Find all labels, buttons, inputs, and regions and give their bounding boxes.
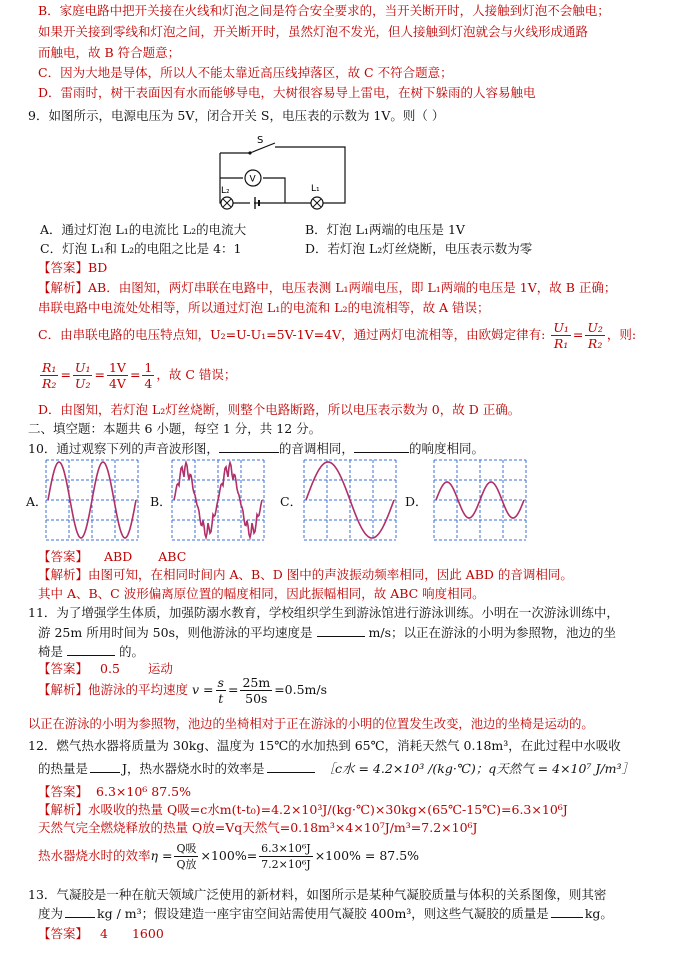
prev-option-b-line1: B．家庭电路中把开关接在火线和灯泡之间是符合安全要求的，当开关断开时，人接触到灯泡不会触电； — [38, 3, 610, 18]
fraction: $\frac{\text{U₂}}{\text{R₂}}$ — [587, 320, 603, 351]
switch-label: S — [257, 135, 264, 146]
q12-blank-2 — [267, 772, 315, 773]
q11-stem-1: 11．为了增强学生体质，加强防溺水教育，学校组织学生到游泳馆进行游泳训练。小明在一次游泳训练中， — [28, 605, 619, 620]
prev-option-c: C．因为大地是导体，所以人不能太靠近高压线掉落区，故 C 不符合题意； — [38, 65, 453, 80]
q9-explanation-2: 串联电路中电流处处相等，所以通过灯泡 L₁的电流和 L₂的电流相等，故 A 错误； — [38, 300, 490, 315]
q10-label-a: A． — [26, 494, 48, 509]
q10-explanation-2: 其中 A、B、C 波形偏离原位置的幅度相同，因此振幅相同，故 ABC 响度相同。 — [38, 586, 485, 601]
q9-option-a: A．通过灯泡 L₁的电流比 L₂的电流大 — [40, 222, 247, 237]
prev-option-b-line2: 如果开关接到零线和灯泡之间，开关断开时，虽然灯泡不发光，但人接触到灯泡就会与火线形成通路 — [38, 24, 589, 39]
q11-blank-2 — [67, 655, 115, 656]
fraction: $\frac{\text{U₁}}{\text{R₁}}$ — [553, 320, 569, 351]
prev-option-d: D．雷雨时，树干表面因有水而能够导电，大树很容易导上雷电，在树下躲雨的人容易触电 — [38, 85, 536, 100]
q11-explanation: 【解析】他游泳的平均速度 v = $\frac{s}{t}$ = $\frac{25m}{50s}$ =0.5m/s — [38, 675, 328, 706]
q10-stem: 10．通过观察下列的声音波形图， 的音调相同， 的响度相同。 — [28, 441, 484, 456]
q10-blank-1 — [219, 452, 279, 453]
q10-waveform-c — [302, 458, 398, 542]
q9-option-b: B．灯泡 L₁两端的电压是 1V — [305, 222, 465, 237]
q10-answer: 【答案】 ABD ABC — [38, 549, 187, 564]
q11-answer: 【答案】 0.5 运动 — [38, 661, 173, 676]
q13-blank-2 — [551, 917, 583, 918]
q9-option-d: D．若灯泡 L₂灯丝烧断，电压表示数为零 — [305, 241, 533, 256]
q12-blank-1 — [90, 772, 120, 773]
q11-stem-2: 游 25m 所用时间为 50s，则他游泳的平均速度是 m/s；以正在游泳的小明为参照物，池边的坐 — [38, 625, 616, 640]
q12-stem-1: 12．燃气热水器将质量为 30kg、温度为 15℃的水加热到 65℃，消耗天然气 0.18m³，在此过程中水吸收 — [28, 738, 621, 753]
q13-stem-1: 13．气凝胶是一种在航天领域广泛使用的新材料，如图所示是某种气凝胶质量与体积的关系图像，则其密 — [28, 887, 607, 902]
prev-option-b-line3: 而触电，故 B 符合题意； — [38, 45, 181, 60]
q12-answer: 【答案】 6.3×10⁶ 87.5% — [38, 784, 191, 799]
q10-explanation-1: 【解析】由图可知，在相同时间内 A、B、D 图中的声波振动频率相同，因此 ABD 的音调相同。 — [38, 567, 573, 582]
svg-text:L₁: L₁ — [311, 184, 320, 194]
q9-explanation-5: D．由图知，若灯泡 L₂灯丝烧断，则整个电路断路，所以电压表示数为 0，故 D 正确。 — [38, 402, 521, 417]
q9-option-c: C．灯泡 L₁和 L₂的电阻之比是 4：1 — [40, 241, 242, 256]
q9-explanation-4: $\frac{\text{R₁}}{\text{R₂}}$ = $\frac{\text{U₁}}{\text{U₂}}$ = $\frac{1V}{4V}$ = $\frac{1}{4}$ ，故 C 错误； — [42, 360, 237, 391]
section-2-heading: 二、填空题：本题共 6 小题，每空 1 分，共 12 分。 — [28, 421, 322, 436]
q9-circuit-diagram — [205, 133, 355, 213]
q10-label-d: D． — [405, 494, 428, 509]
q10-label-b: B． — [150, 494, 172, 509]
svg-text:V: V — [249, 174, 256, 185]
svg-text:L₂: L₂ — [221, 186, 230, 196]
q13-blank-1 — [65, 917, 95, 918]
q9-explanation-3: C．由串联电路的电压特点知，U₂=U-U₁=5V-1V=4V，通过两灯电流相等，由欧姆定律有: $\frac{\text{U₁}}{\text{R₁}}$ = $\frac{\text{U₂}}{\text{R₂}}$ ，则: — [38, 320, 637, 351]
q10-blank-2 — [354, 452, 409, 453]
q10-waveform-a — [44, 458, 140, 542]
q13-answer: 【答案】 4 1600 — [38, 926, 164, 941]
q13-stem-2: 度为 kg / m³；假设建造一座宇宙空间站需使用气凝胶 400m³，则这些气凝胶的质量是 kg。 — [38, 906, 613, 921]
q11-stem-3: 椅是 的。 — [38, 644, 145, 659]
q9-answer-value: BD — [88, 260, 108, 275]
q11-explanation-2: 以正在游泳的小明为参照物，池边的坐椅相对于正在游泳的小明的位置发生改变，池边的坐椅是运动的。 — [28, 717, 594, 731]
q9-answer: 【答案】BD — [38, 260, 108, 275]
q10-waveform-d — [432, 458, 528, 542]
q10-label-c: C． — [280, 494, 303, 509]
q12-explanation-3: 热水器烧水时的效率η = $\frac{\text{Q吸}}{\text{Q放}}$ ×100%= $\frac{\text{6.3×10⁶J}}{\text{7.2×10⁶J}}$ ×100% = 87.5% — [38, 842, 420, 871]
q12-explanation-2: 天然气完全燃烧释放的热量 Q放=Vq天然气=0.18m³×4×10⁷J/m³=7.2×10⁶J — [38, 820, 478, 835]
q10-waveform-b — [170, 458, 266, 542]
q9-explanation-1: 【解析】AB．由图知，两灯串联在电路中，电压表测 L₁两端电压，即 L₁两端的电压是 1V，故 B 正确； — [38, 280, 617, 295]
q12-explanation-1: 【解析】水吸收的热量 Q吸=c水m(t-t₀)=4.2×10³J/(kg·℃)×30kg×(65℃-15℃)=6.3×10⁶J — [38, 802, 568, 817]
q9-stem: 9．如图所示，电源电压为 5V，闭合开关 S，电压表的示数为 1V。则（ ） — [28, 108, 445, 123]
q11-blank-1 — [317, 636, 365, 637]
q12-stem-2: 的热量是 J，热水器烧水时的效率是 ［c水 = 4.2×10³ /(kg·℃)；q天然气 = 4×10⁷ J/m³］ — [38, 761, 635, 776]
